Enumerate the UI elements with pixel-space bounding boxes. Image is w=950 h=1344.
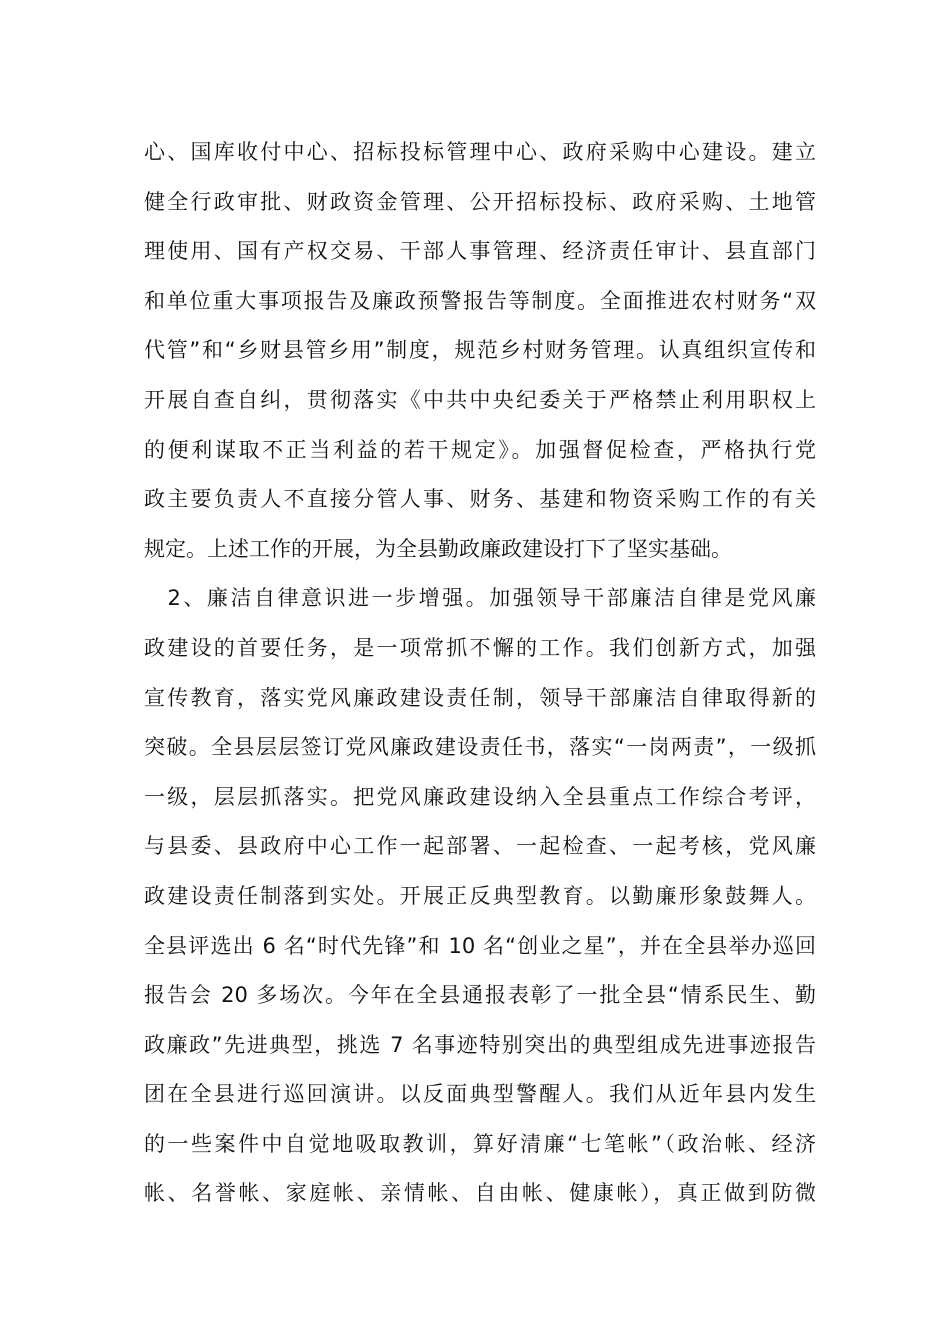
text-line: 政主要负责人不直接分管人事、财务、基建和物资采购工作的有关 (144, 487, 816, 512)
text-line: 突破。全县层层签订党风廉政建设责任书，落实“一岗两责”，一级抓 (144, 735, 816, 760)
text-line: 开展自查自纠，贯彻落实《中共中央纪委关于严格禁止利用职权上 (144, 387, 816, 412)
text-line: 理使用、国有产权交易、干部人事管理、经济责任审计、县直部门 (144, 239, 816, 264)
text-line: 和单位重大事项报告及廉政预警报告等制度。全面推进农村财务“双 (144, 288, 816, 313)
text-line: 代管”和“乡财县管乡用”制度，规范乡村财务管理。认真组织宣传和 (144, 338, 816, 363)
text-line: 政建设责任制落到实处。开展正反典型教育。以勤廉形象鼓舞人。 (144, 883, 816, 908)
text-line: 的一些案件中自觉地吸取教训，算好清廉“七笔帐”（政治帐、经济 (144, 1131, 816, 1156)
text-line: 心、国库收付中心、招标投标管理中心、政府采购中心建设。建立 (144, 140, 816, 164)
text-line: 政廉政”先进典型，挑选 7 名事迹特别突出的典型组成先进事迹报告 (144, 1032, 816, 1057)
text-line: 与县委、县政府中心工作一起部署、一起检查、一起考核，党风廉 (144, 834, 816, 859)
body-text (144, 128, 816, 1219)
text-line: 全县评选出 6 名“时代先锋”和 10 名“创业之星”，并在全县举办巡回 (144, 933, 816, 958)
text-line: 2、廉洁自律意识进一步增强。加强领导干部廉洁自律是党风廉 (144, 586, 816, 611)
text-line: 帐、名誉帐、家庭帐、亲情帐、自由帐、健康帐），真正做到防微 (144, 1181, 816, 1206)
text-line: 的便利谋取不正当利益的若干规定》。加强督促检查，严格执行党 (144, 437, 816, 462)
text-line: 一级，层层抓落实。把党风廉政建设纳入全县重点工作综合考评， (144, 784, 816, 809)
text-line: 健全行政审批、财政资金管理、公开招标投标、政府采购、土地管 (144, 189, 816, 214)
text-line: 政建设的首要任务，是一项常抓不懈的工作。我们创新方式，加强 (144, 635, 816, 660)
text-line: 规定。上述工作的开展，为全县勤政廉政建设打下了坚实基础。 (144, 536, 732, 561)
text-line: 宣传教育，落实党风廉政建设责任制，领导干部廉洁自律取得新的 (144, 685, 816, 710)
text-line: 团在全县进行巡回演讲。以反面典型警醒人。我们从近年县内发生 (144, 1082, 816, 1107)
text-line: 报告会 20 多场次。今年在全县通报表彰了一批全县“情系民生、勤 (144, 983, 816, 1008)
